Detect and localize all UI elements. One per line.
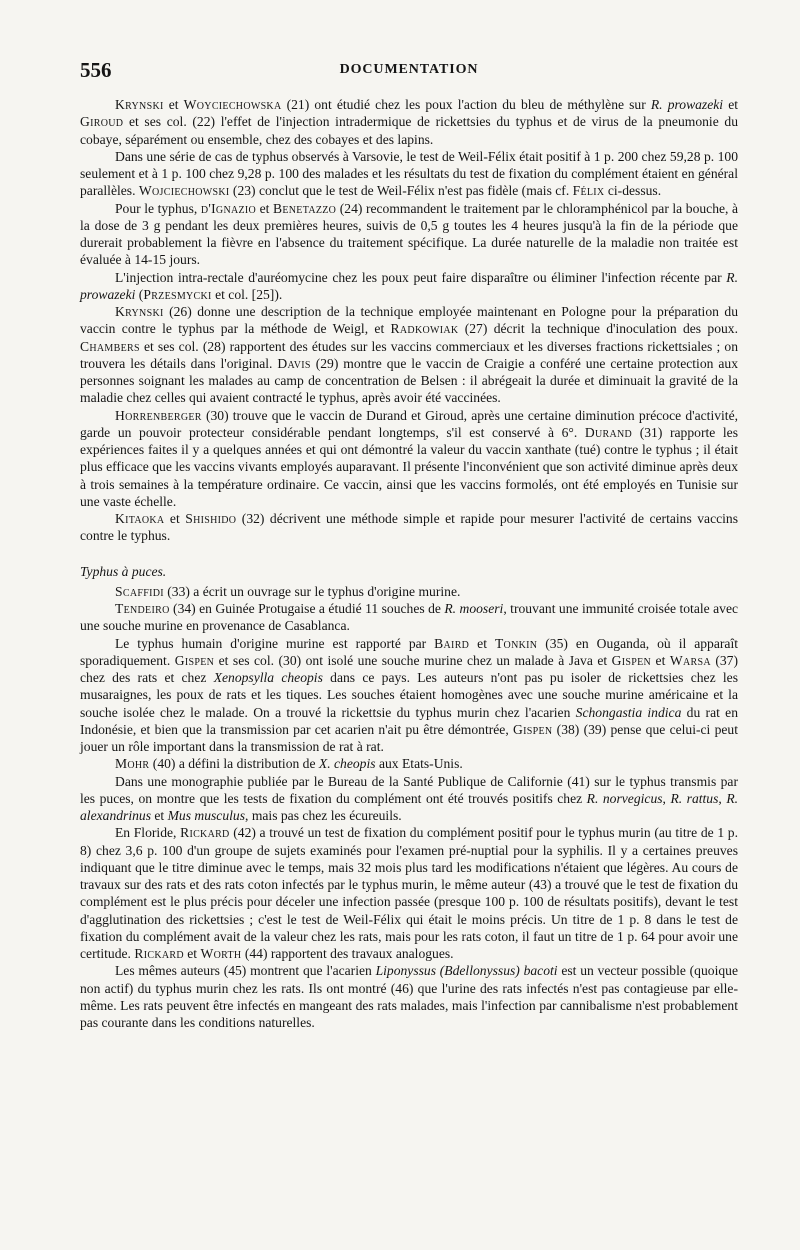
page-header bbox=[80, 58, 738, 86]
paragraph: Krynski et Woyciechowska (21) ont étudié chez les poux l'action du bleu de méthylène sur R. prowazeki et Giroud et ses col. (22) l'effet de l'injection intradermique de rickettsies du typhus et de virus de la pneumonie du cobaye, séparément ou ensemble, chez des cobayes et des lapins. bbox=[80, 97, 739, 147]
paragraph: Scaffidi (33) a écrit un ouvrage sur le typhus d'origine murine. bbox=[115, 583, 461, 599]
species-name: R. mooseri bbox=[444, 601, 504, 616]
author-name: Worth bbox=[200, 946, 242, 961]
author-name: Kitaoka bbox=[115, 511, 165, 526]
author-name: Tonkin bbox=[494, 635, 538, 651]
author-name: Horrenberger bbox=[115, 407, 202, 423]
author-name: Félix bbox=[572, 183, 605, 199]
author-name: Shishido bbox=[185, 511, 237, 526]
species-name: R. norvegicus bbox=[586, 790, 663, 806]
author-name: Gispen bbox=[513, 721, 553, 737]
author-name: d'Ignazio bbox=[200, 200, 257, 216]
author-name: Baird bbox=[434, 635, 470, 651]
author-name: Gispen bbox=[174, 652, 215, 668]
author-name: Wojciechowski bbox=[138, 183, 230, 199]
author-name: Benetazzo bbox=[273, 200, 337, 216]
author-name: Warsa bbox=[669, 652, 711, 668]
running-title: DOCUMENTATION bbox=[339, 62, 479, 77]
page-number: 556 bbox=[80, 58, 112, 82]
section-spacer bbox=[80, 545, 738, 562]
species-name: Xenopsylla cheopis bbox=[213, 670, 323, 685]
author-name: Rickard bbox=[180, 825, 230, 841]
paragraph: Pour le typhus, d'Ignazio et Benetazzo (24) recommandent le traitement par le chloramphénicol par la bouche, à la dose de 3 g pendant les deux premières heures, suivis de 0,5 g toutes les 4 heures jusqu'à la fin de la période que durerait probablement la fièvre en l'absence du traitement spécifique. La durée naturelle de la maladie non traitée est évaluée à 14-15 jours. bbox=[80, 200, 739, 268]
species-name: X. cheopis bbox=[318, 756, 376, 772]
author-name: Gispen bbox=[611, 652, 652, 668]
species-name: Liponyssus (Bdellonyssus) bacoti bbox=[375, 963, 558, 979]
species-name: R. alexandrinus bbox=[80, 790, 739, 823]
paragraph: L'injection intra-rectale d'auréomycine chez les poux peut faire disparaître ou éliminer l'infection récente par R. prowazeki (Przesmycki et col. [25]). bbox=[80, 269, 738, 302]
section-heading: Typhus à puces. bbox=[80, 563, 167, 579]
paragraph: Le typhus humain d'origine murine est rapporté par Baird et Tonkin (35) en Ouganda, où il apparaît sporadiquement. Gispen et ses col. (30) ont isolé une souche murine chez un malade à Java et Gispen et Warsa (37) chez des rats et chez Xenopsylla cheopis dans ce pays. Les auteurs n'ont pas pu isoler de rickettsies chez les musaraignes, les poux de rats et les tiques. Les souches étaient homogènes avec une souche murine américaine et la souche isolée chez le malade. On a trouvé la rickettsie du typhus murin chez l'acarien Schongastia indica du rat en Indonésie, et bien que la transmission par cet acarien n'ait pu être démontrée, Gispen (38) (39) pense que celui-ci peut jouer un rôle important dans la transmission de rat à rat. bbox=[80, 635, 739, 754]
author-name: Krynski bbox=[115, 304, 164, 319]
paragraph: Tendeiro (34) en Guinée Protugaise a étudié 11 souches de R. mooseri, trouvant une immunité croisée totale avec une souche murine en provenance de Casablanca. bbox=[80, 601, 739, 634]
paragraph: Les mêmes auteurs (45) montrent que l'acarien Liponyssus (Bdellonyssus) bacoti est un vecteur possible (quoique non actif) du typhus murin chez les rats. Ils ont montré (46) que l'urine des rats infectés n'est pas contagieuse par elle-même. Les rats peuvent être infectés en mangeant des rats malades, mais l'infection par cannibalisme n'est probablement pas courante dans les conditions naturelles. bbox=[80, 963, 738, 1030]
author-name: Radkowiak bbox=[390, 321, 459, 337]
paragraph: Horrenberger (30) trouve que le vaccin de Durand et Giroud, après une certaine diminution précoce d'activité, garde un pouvoir protecteur considérable pendant longtemps, s'il est conservé à 6°. Durand (31) rapporte les expériences faites il y a quelques années et qui ont démontré la valeur du vaccin xanthate (tué) contre le typhus ; il était plus efficace que les vaccins vivants employés auparavant. Il présente l'inconvénient que son activité diminue après deux à trois semaines à la température ordinaire. Ce vaccin, ainsi que les vaccins formolés, ont été employés en Tunisie sur une vaste échelle. bbox=[80, 407, 739, 509]
author-name: Tendeiro bbox=[115, 601, 170, 616]
species-name: Mus musculus bbox=[167, 808, 246, 823]
species-name: R. prowazeki bbox=[650, 97, 724, 112]
body-text bbox=[80, 96, 738, 1031]
paragraph: Mohr (40) a défini la distribution de X. cheopis aux Etats-Unis. bbox=[115, 756, 463, 772]
author-name: Chambers bbox=[80, 338, 140, 354]
author-name: Giroud bbox=[80, 114, 124, 130]
author-name: Przesmycki bbox=[143, 286, 212, 302]
paragraph: Kitaoka et Shishido (32) décrivent une méthode simple et rapide pour mesurer l'activité de certains vaccins contre le typhus. bbox=[80, 511, 739, 544]
author-name: Durand bbox=[584, 424, 633, 440]
paragraph: Dans une monographie publiée par le Bureau de la Santé Publique de Californie (41) sur le typhus transmis par les puces, on montre que les tests de fixation du complément ont été trouvés positifs chez R. norvegicus, R. rattus, R. alexandrinus et Mus musculus, mais pas chez les écureuils. bbox=[80, 773, 739, 823]
author-name: Krynski bbox=[115, 97, 164, 112]
species-name: R. prowazeki bbox=[80, 269, 738, 302]
paragraph: Krynski (26) donne une description de la technique employée maintenant en Pologne pour la préparation du vaccin contre le typhus par la méthode de Weigl, et Radkowiak (27) décrit la technique d'inoculation des poux. Chambers et ses col. (28) rapportent des études sur les vaccins commerciaux et les diverses fractions rickettsiales ; on trouvera les détails dans l'original. Davis (29) montre que le vaccin de Craigie a conféré une certaine protection aux personnes soignant les malades au camp de concentration de Belsen : il abrégeait la durée et diminuait la gravité de la maladie chez celles qui avaient contracté le typhus, après avoir été vaccinées. bbox=[80, 304, 738, 406]
author-name: Scaffidi bbox=[115, 583, 164, 599]
paragraph: Dans une série de cas de typhus observés à Varsovie, le test de Weil-Félix était positif à 1 p. 200 chez 59,28 p. 100 seulement et à 1 p. 100 chez 9,28 p. 100 des malades et les résultats du test de fixation du complément étaient en général parallèles. Wojciechowski (23) conclut que le test de Weil-Félix n'est pas fidèle (mais cf. Félix ci-dessus. bbox=[80, 148, 738, 199]
author-name: Mohr bbox=[115, 756, 150, 772]
author-name: Woyciechowska bbox=[183, 97, 282, 112]
author-name: Davis bbox=[277, 355, 311, 371]
author-name: Rickard bbox=[134, 946, 184, 961]
paragraph: En Floride, Rickard (42) a trouvé un test de fixation du complément positif pour le typhus murin (au titre de 1 p. 8) chez 3,6 p. 100 d'un groupe de sujets examinés pour l'examen pré-nuptial pour la syphilis. Il y a certaines preuves indiquant que le titre diminue avec le temps, mais 32 mois plus tard les modifications n'étaient que légères. Au cours de travaux sur des rats et des rats coton infectés par le typhus murin, le même auteur (43) a trouvé que le test de fixation du complément est le plus précis pour déceler une infection passée (presque 100 p. 100 de résultats positifs), devant le test d'agglutination des rickettsies ; c'est le test de Weil-Félix qui était le moins précis. Un titre de 1 p. 8 dans le test de fixation du complément avait de la valeur chez les rats, mais pour les rats coton, il faut un titre de 1 p. 64 pour avoir une certitude. Rickard et Worth (44) rapportent des travaux analogues. bbox=[80, 825, 738, 961]
species-name: R. rattus bbox=[670, 790, 719, 806]
species-name: Schongastia indica bbox=[575, 704, 682, 720]
